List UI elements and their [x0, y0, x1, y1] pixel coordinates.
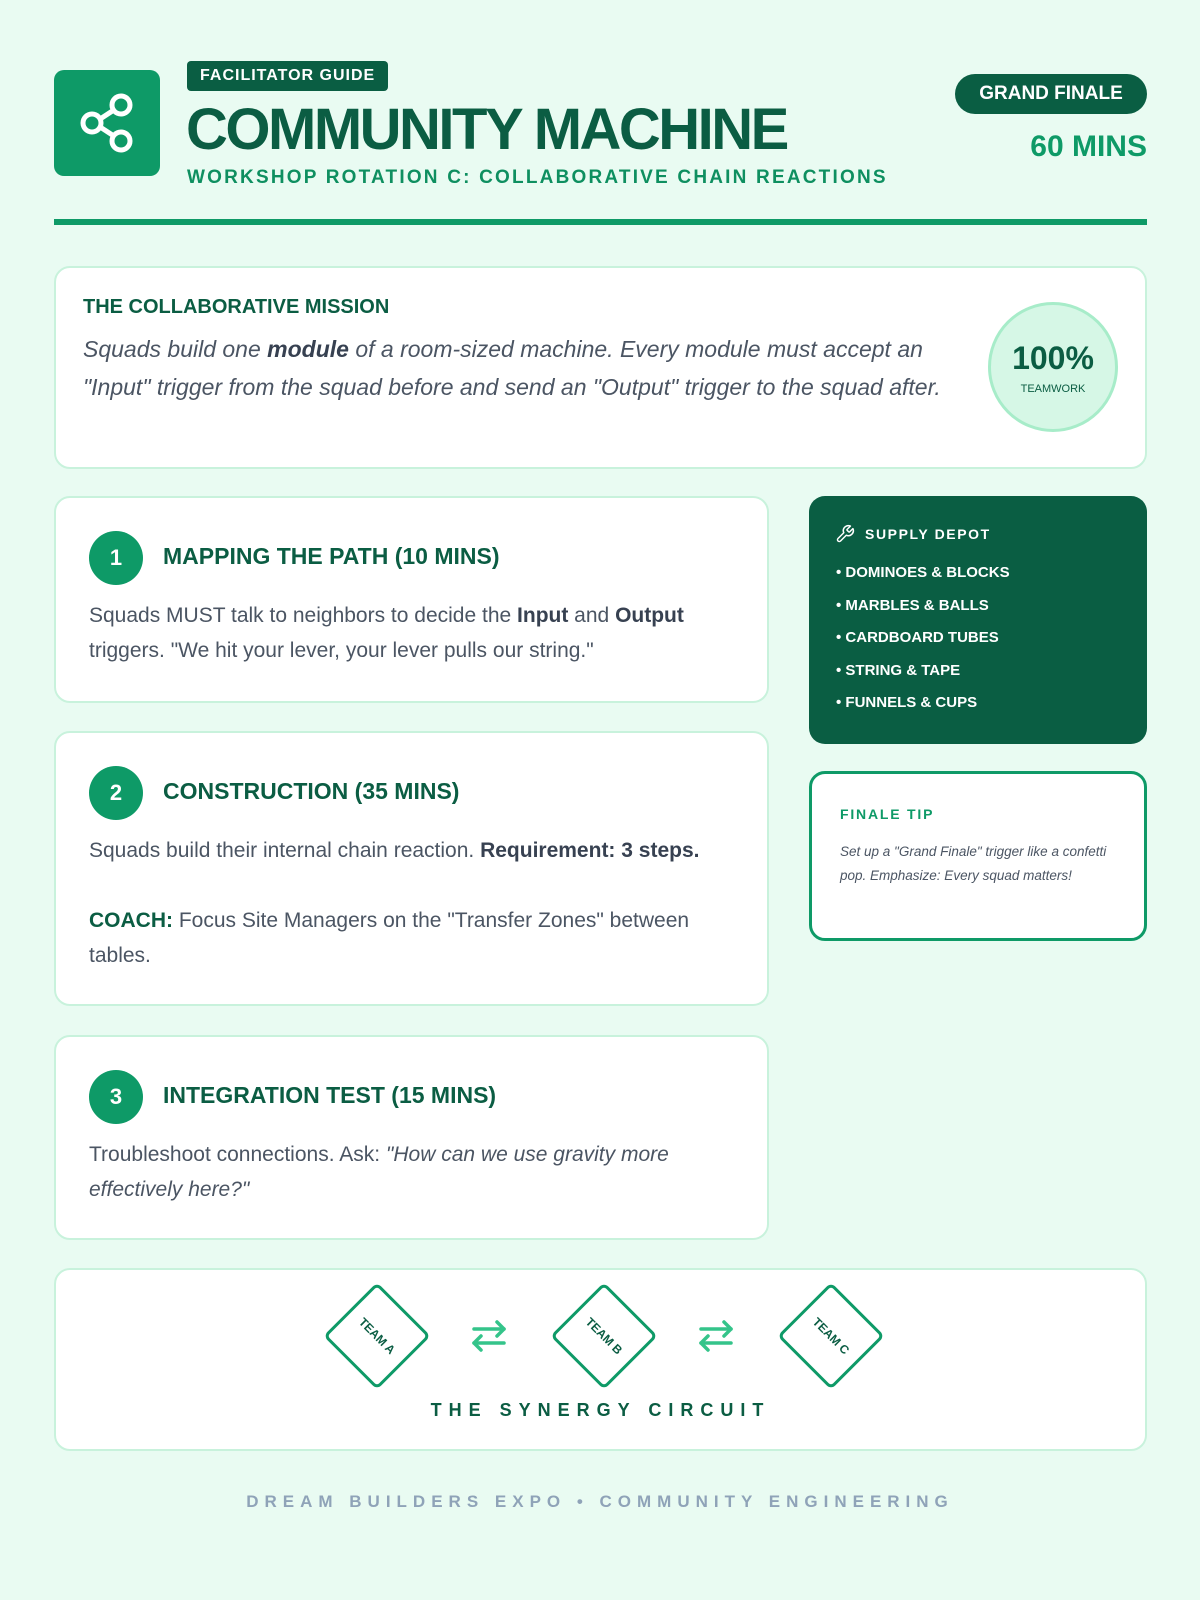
facilitator-tag: FACILITATOR GUIDE — [187, 61, 388, 91]
logo — [54, 70, 160, 176]
page-title: COMMUNITY MACHINE — [186, 97, 787, 162]
team-a-node — [323, 1282, 430, 1389]
step-number: 2 — [89, 766, 143, 820]
step-text-bold: Input — [517, 604, 569, 627]
coach-label: COACH: — [89, 909, 173, 932]
finale-tip-text: Set up a "Grand Finale" trigger like a confetti pop. Emphasize: Every squad matters! — [840, 844, 1107, 883]
step-body — [89, 1137, 739, 1207]
swap-arrows-icon — [694, 1314, 738, 1358]
step-text: Squads MUST talk to neighbors to decide the — [89, 604, 518, 627]
step-text: Troubleshoot connections. Ask: — [89, 1143, 386, 1166]
page-subtitle: WORKSHOP ROTATION C: COLLABORATIVE CHAIN REACTIONS — [187, 167, 888, 188]
step-paragraph — [89, 833, 739, 868]
mission-text — [83, 330, 943, 406]
step-number: 3 — [89, 1070, 143, 1124]
duration-label: 60 MINS — [1030, 130, 1147, 163]
finale-tip-title: FINALE TIP — [840, 806, 935, 822]
supply-item: • MARBLES & BALLS — [836, 596, 989, 614]
step-number: 1 — [89, 531, 143, 585]
step-title: INTEGRATION TEST (15 MINS) — [163, 1082, 497, 1108]
supply-depot-header — [835, 524, 991, 544]
team-label: TEAM C — [809, 1314, 853, 1358]
step-text: Squads build their internal chain reaction. — [89, 839, 481, 862]
step-quote: "How can we use gravity more effectively here?" — [89, 1143, 669, 1201]
synergy-circuit-label: THE SYNERGY CIRCUIT — [430, 1400, 771, 1420]
share-nodes-icon — [78, 92, 136, 154]
step-title: MAPPING THE PATH (10 MINS) — [163, 543, 500, 569]
step-body — [89, 833, 739, 973]
supply-depot-card — [809, 496, 1147, 744]
step-card-1 — [54, 496, 769, 703]
grand-finale-badge: GRAND FINALE — [955, 74, 1147, 114]
team-c-node — [777, 1282, 884, 1389]
teamwork-value: 100% — [1012, 339, 1094, 376]
step-text: triggers. "We hit your lever, your lever pulls our string." — [89, 639, 594, 662]
step-card-2 — [54, 731, 769, 1006]
coach-text: Focus Site Managers on the "Transfer Zones" between tables. — [89, 909, 690, 967]
synergy-circuit-card — [54, 1268, 1147, 1451]
step-body — [89, 598, 739, 668]
teamwork-label: TEAMWORK — [1020, 382, 1086, 395]
supply-list — [836, 564, 1010, 727]
step-text-bold: Requirement: 3 steps. — [480, 839, 700, 862]
mission-text-end: of a room-sized machine. Every module must accept an "Input" trigger from the squad before and send an "Output" trigger to the squad after. — [83, 336, 941, 400]
mission-title: THE COLLABORATIVE MISSION — [83, 296, 390, 318]
supply-item: • STRING & TAPE — [836, 661, 961, 679]
supply-item: • DOMINOES & BLOCKS — [836, 564, 1010, 581]
header-divider — [54, 219, 1147, 225]
coach-note — [89, 903, 739, 973]
mission-text-bold: module — [267, 336, 349, 362]
teamwork-badge — [988, 302, 1118, 432]
supply-item: • FUNNELS & CUPS — [836, 694, 978, 711]
team-label: TEAM A — [355, 1314, 399, 1358]
mission-card — [54, 266, 1147, 469]
step-card-3 — [54, 1035, 769, 1240]
step-title: CONSTRUCTION (35 MINS) — [163, 778, 460, 804]
finale-tip-card — [809, 771, 1147, 941]
team-b-node — [550, 1282, 657, 1389]
wrench-icon — [835, 524, 855, 544]
mission-text-start: Squads build one — [83, 336, 268, 362]
step-text: and — [568, 604, 616, 627]
footer: DREAM BUILDERS EXPO • COMMUNITY ENGINEERING — [246, 1492, 954, 1511]
step-text-bold: Output — [615, 604, 684, 627]
supply-depot-title: SUPPLY DEPOT — [865, 526, 991, 542]
supply-item: • CARDBOARD TUBES — [836, 629, 999, 646]
swap-arrows-icon — [467, 1314, 511, 1358]
team-label: TEAM B — [582, 1314, 626, 1358]
